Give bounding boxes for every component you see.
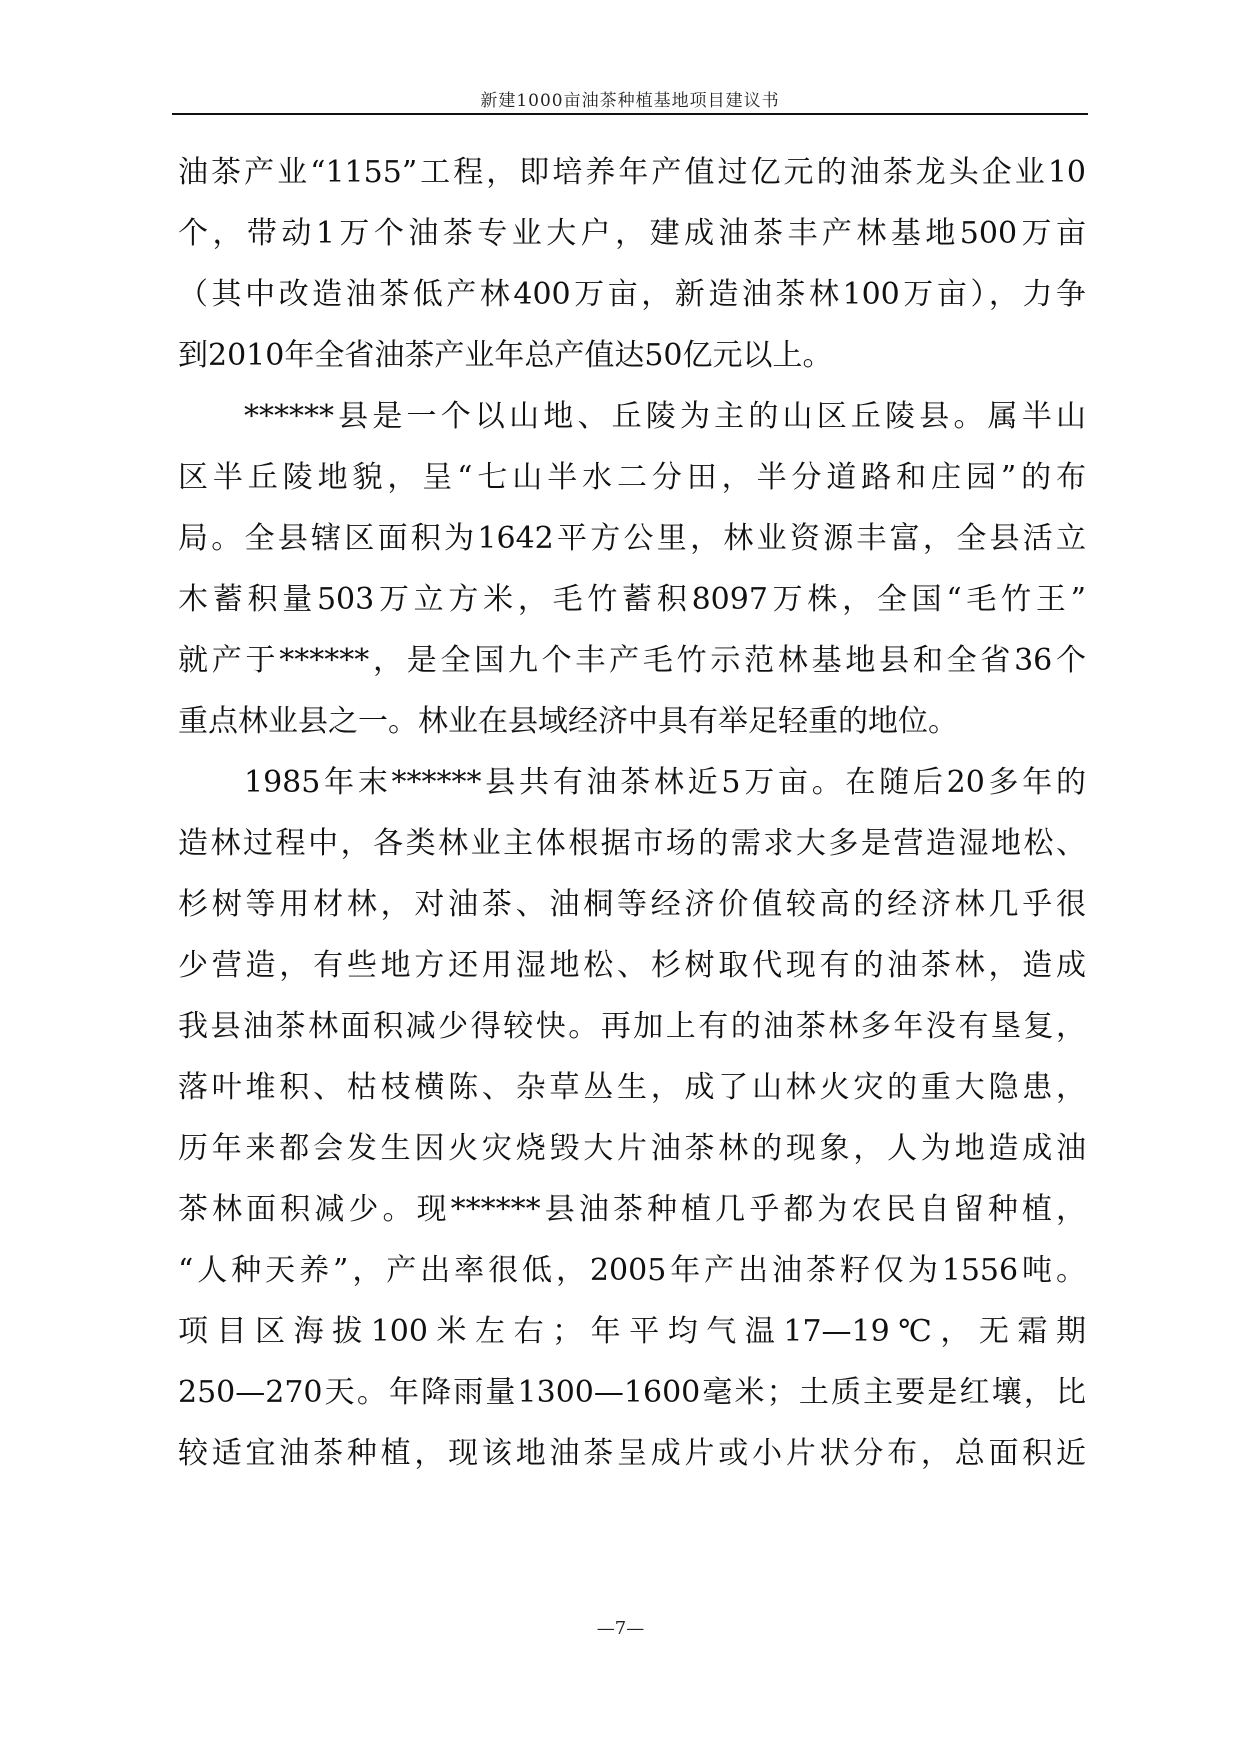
text-line: 我县油茶林面积减少得较快。再加上有的油茶林多年没有垦复，: [178, 1009, 1086, 1044]
text-line: 个，带动1万个油茶专业大户，建成油茶丰产林基地500万亩: [178, 216, 1086, 251]
text-line: ******县是一个以山地、丘陵为主的山区丘陵县。属半山: [244, 399, 1086, 434]
text-line: 重点林业县之一。林业在县域经济中具有举足轻重的地位。: [178, 704, 958, 739]
header-rule: [172, 113, 1088, 115]
text-line: 茶林面积减少。现******县油茶种植几乎都为农民自留种植，: [178, 1192, 1086, 1227]
text-line: 1985年末******县共有油茶林近5万亩。在随后20多年的: [244, 765, 1086, 800]
text-line: 油茶产业“1155”工程，即培养年产值过亿元的油茶龙头企业10: [178, 155, 1086, 190]
text-line: 落叶堆积、枯枝横陈、杂草丛生，成了山林火灾的重大隐患，: [178, 1070, 1086, 1105]
text-line: 项目区海拔100米左右；年平均气温17—19℃，无霜期: [178, 1314, 1086, 1349]
text-line: 少营造，有些地方还用湿地松、杉树取代现有的油茶林，造成: [178, 948, 1086, 983]
text-line: “人种天养”，产出率很低，2005年产出油茶籽仅为1556吨。: [178, 1253, 1086, 1288]
text-line: （其中改造油茶低产林400万亩，新造油茶林100万亩），力争: [178, 277, 1086, 312]
text-line: 历年来都会发生因火灾烧毁大片油茶林的现象，人为地造成油: [178, 1131, 1086, 1166]
text-line: 局。全县辖区面积为1642平方公里，林业资源丰富，全县活立: [178, 521, 1086, 556]
text-line: 到2010年全省油茶产业年总产值达50亿元以上。: [178, 338, 833, 373]
text-line: 就产于******，是全国九个丰产毛竹示范林基地县和全省36个: [178, 643, 1086, 678]
text-line: 杉树等用材林，对油茶、油桐等经济价值较高的经济林几乎很: [178, 887, 1086, 922]
page-header: 新建1000亩油茶种植基地项目建议书: [480, 91, 780, 111]
text-line: 250—270天。年降雨量1300—1600毫米；土质主要是红壤，比: [178, 1375, 1086, 1410]
text-line: 造林过程中，各类林业主体根据市场的需求大多是营造湿地松、: [178, 826, 1086, 861]
text-line: 木蓄积量503万立方米，毛竹蓄积8097万株，全国“毛竹王”: [178, 582, 1086, 617]
body-text: [178, 142, 1086, 1484]
text-line: 区半丘陵地貌，呈“七山半水二分田，半分道路和庄园”的布: [178, 460, 1086, 495]
page-number: —7—: [596, 1618, 645, 1639]
text-line: 较适宜油茶种植，现该地油茶呈成片或小片状分布，总面积近: [178, 1436, 1086, 1471]
